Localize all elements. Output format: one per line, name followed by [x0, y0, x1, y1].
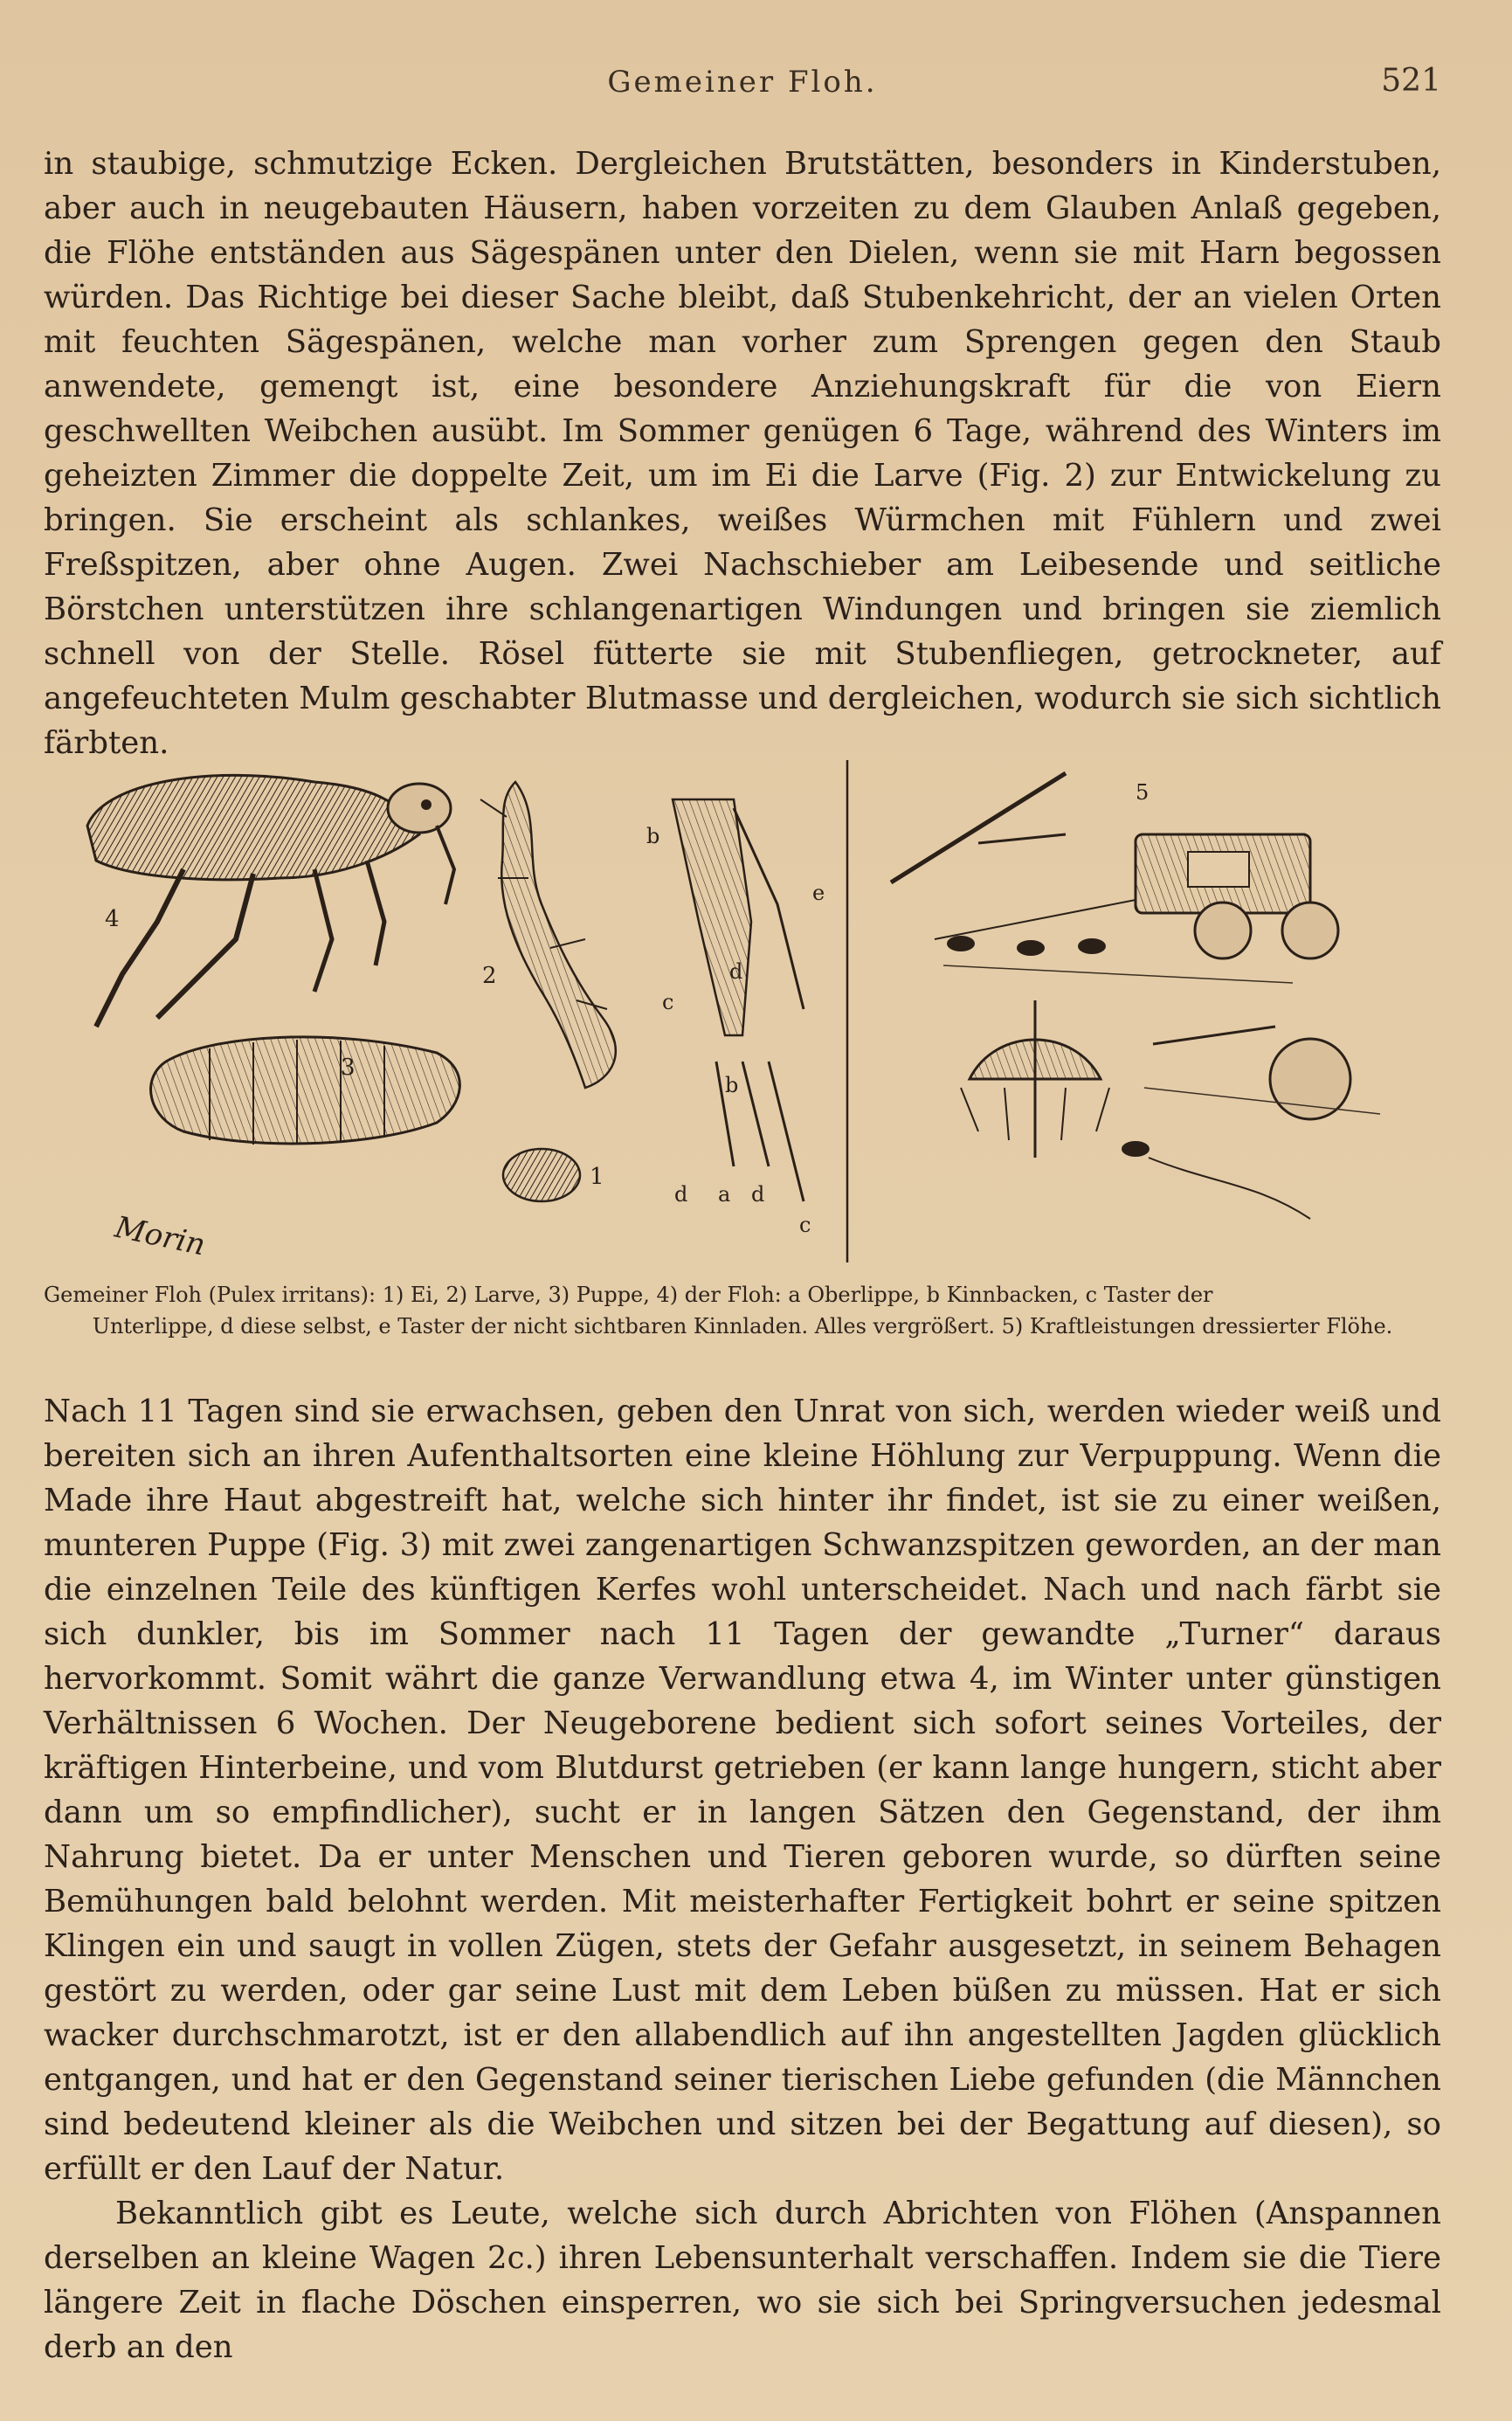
label-c-top: c: [662, 990, 674, 1014]
pupa-drawing: [151, 1037, 460, 1145]
label-e: e: [812, 881, 825, 905]
page-number: 521: [1381, 63, 1441, 99]
label-d-right: d: [751, 1182, 765, 1207]
label-1: 1: [590, 1164, 604, 1190]
body-text-bottom: [44, 1389, 1441, 2365]
egg-drawing: [503, 1149, 580, 1201]
label-4: 4: [105, 906, 120, 932]
page-header: [44, 65, 1441, 108]
label-c-bottom: c: [799, 1213, 811, 1237]
label-b-top: b: [646, 824, 660, 848]
paragraph: Bekanntlich gibt es Leute, welche sich durch Abrichten von Flöhen (Anspannen derselben an kleine Wagen 2c.) ihren Lebensunterhalt verschaffen. Indem sie die Tiere längere Zeit in flache Döschen einsperren, wo sie sich bei Springversuchen jedesmal derb an den: [44, 2196, 1441, 2365]
caption-line-1: Gemeiner Floh (Pulex irritans): 1) Ei, 2) Larve, 3) Puppe, 4) der Floh: a Oberlippe, b Kinnbacken, c Taster der: [44, 1283, 1213, 1307]
trained-fleas-drawing: [891, 773, 1380, 1219]
label-5: 5: [1136, 780, 1150, 805]
label-d-top: d: [729, 959, 743, 984]
flea-adult-drawing: [87, 775, 454, 1027]
label-3: 3: [341, 1055, 356, 1081]
body-text-top: [44, 142, 1441, 761]
label-b-bottom: b: [725, 1073, 739, 1097]
paragraph: in staubige, schmutzige Ecken. Dergleichen Brutstätten, besonders in Kinderstuben, aber auch in neugebauten Häusern, haben vorzeiten zu dem Glauben Anlaß gegeben, die Flöhe entständen aus Sägespänen unter den Dielen, wenn sie mit Harn begossen würden. Das Richtige bei dieser Sache bleibt, daß Stubenkehricht, der an vielen Orten mit feuchten Sägespänen, welche man vorher zum Sprengen gegen den Staub anwendete, gemengt ist, eine besondere Anziehungskraft für die von Eiern geschwellten Weibchen ausübt. Im Sommer genügen 6 Tage, während des Winters im geheizten Zimmer die doppelte Zeit, um im Ei die Larve (Fig. 2) zur Entwickelung zu bringen. Sie erscheint als schlankes, weißes Würmchen mit Fühlern und zwei Freßspitzen, aber ohne Augen. Zwei Nachschieber am Leibesende und seitliche Börstchen unterstützen ihre schlangenartigen Windungen und bringen sie ziemlich schnell von der Stelle. Rösel fütterte sie mit Stubenfliegen, getrockneter, auf angefeuchteten Mulm geschabter Blutmasse und dergleichen, wodurch sie sich sichtlich färbten.: [44, 146, 1441, 761]
artist-signature: Morin: [112, 1209, 209, 1263]
caption-line-2: Unterlippe, d diese selbst, e Taster der nicht sichtbaren Kinnladen. Alles vergrößert. 5) Kraftleistungen dressierter Flöhe.: [92, 1314, 1393, 1338]
label-a: a: [718, 1182, 731, 1207]
flea-illustration: [52, 747, 1450, 1271]
mouthparts-drawing: [673, 799, 804, 1201]
larva-drawing: [480, 782, 616, 1088]
figure-caption: [44, 1279, 1441, 1342]
running-title: Gemeiner Floh.: [607, 65, 878, 100]
paragraph: Nach 11 Tagen sind sie erwachsen, geben den Unrat von sich, werden wieder weiß und bereiten sich an ihren Aufenthaltsorten eine kleine Höhlung zur Verpuppung. Wenn die Made ihre Haut abgestreift hat, welche sich hinter ihr findet, ist sie zu einer weißen, munteren Puppe (Fig. 3) mit zwei zangenartigen Schwanzspitzen geworden, an der man die einzelnen Teile des künftigen Kerfes wohl unterscheidet. Nach und nach färbt sie sich dunkler, bis im Sommer nach 11 Tagen der gewandte „Turner“ daraus hervorkommt. Somit währt die ganze Verwandlung etwa 4, im Winter unter günstigen Verhältnissen 6 Wochen. Der Neugeborene bedient sich sofort seines Vorteiles, der kräftigen Hinterbeine, und vom Blutdurst getrieben (er kann lange hungern, sticht aber dann um so empfindlicher), sucht er in langen Sätzen den Gegenstand, der ihm Nahrung bietet. Da er unter Menschen und Tieren geboren wurde, so dürften seine Bemühungen bald belohnt werden. Mit meisterhafter Fertigkeit bohrt er seine spitzen Klingen ein und saugt in vollen Zügen, stets der Gefahr ausgesetzt, in seinem Behagen gestört zu werden, oder gar seine Lust mit dem Leben büßen zu müssen. Hat er sich wacker durchschmarotzt, ist er den allabendlich auf ihn angestellten Jagden glücklich entgangen, und hat er den Gegenstand seiner tierischen Liebe gefunden (die Männchen sind bedeutend kleiner als die Weibchen und sitzen bei der Begattung auf diesen), so erfüllt er den Lauf der Natur.: [44, 1394, 1441, 2187]
label-d-left: d: [674, 1182, 688, 1207]
illustration-drawing: [52, 747, 1450, 1271]
label-2: 2: [482, 963, 497, 989]
